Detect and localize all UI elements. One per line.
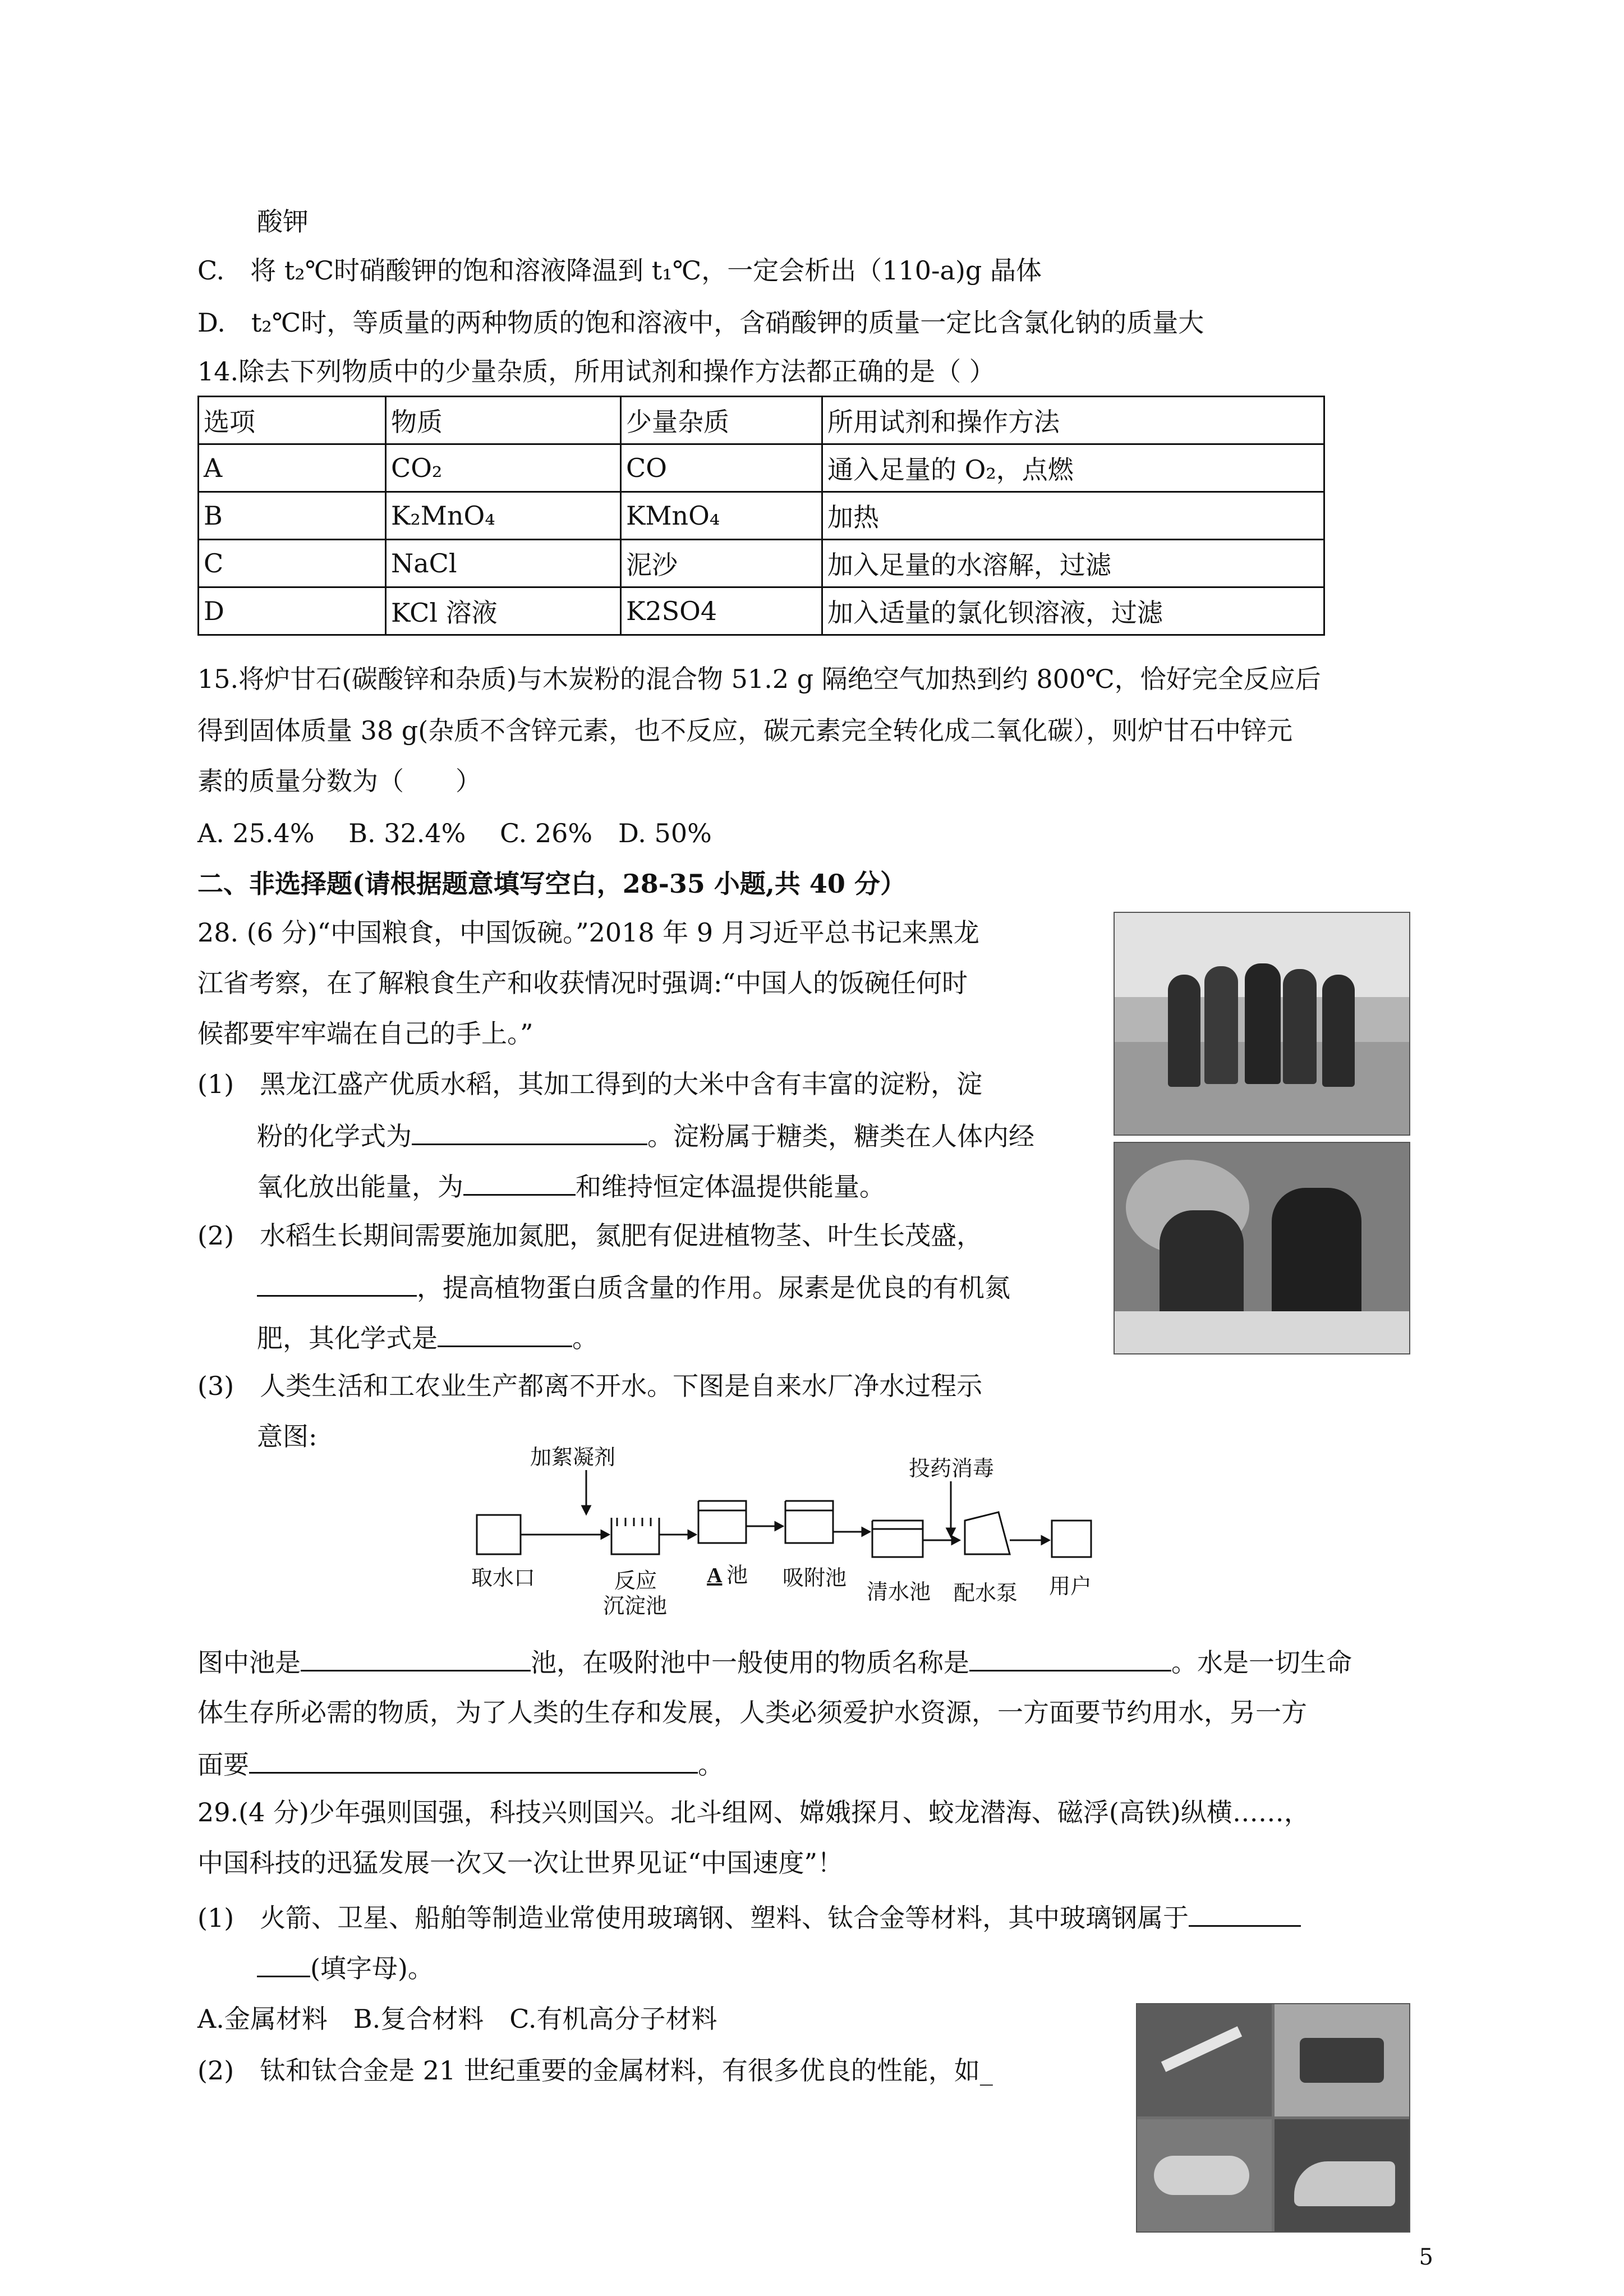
answer-blank[interactable]	[438, 1320, 572, 1347]
text-line	[257, 1950, 434, 1985]
arrow-head	[601, 1531, 609, 1539]
q28-part-2: (2) 水稻生长期间需要施加氮肥，氮肥有促进植物茎、叶生长茂盛，	[197, 1220, 983, 1251]
person-figure	[1168, 975, 1200, 1087]
table-row	[199, 492, 1324, 540]
adsorption-pool	[785, 1501, 833, 1543]
answer-blank[interactable]	[257, 1950, 310, 1977]
table-cell: B	[199, 492, 386, 540]
question-15-options: A. 25.4% B. 32.4% C. 26% D. 50%	[197, 818, 712, 848]
pump-shape	[965, 1512, 1010, 1554]
table-header-cell: 选项	[199, 397, 386, 444]
answer-blank[interactable]	[249, 1746, 698, 1774]
diagram-label: 配水泵	[954, 1582, 1018, 1605]
table-cell: KCl 溶液	[386, 587, 621, 635]
diagram-label: 清水池	[867, 1581, 931, 1604]
diagram-label: 池	[726, 1564, 748, 1587]
text-span: (填字母)。	[310, 1953, 434, 1983]
answer-blank[interactable]	[301, 1644, 531, 1672]
text-span: 池，在吸附池中一般使用的物质名称是	[531, 1647, 969, 1678]
option-d: D. t₂℃时，等质量的两种物质的饱和溶液中，含硝酸钾的质量一定比含氯化钠的质量大	[197, 307, 1204, 338]
diagram-label: 吸附池	[783, 1567, 847, 1590]
person-figure	[1245, 963, 1281, 1084]
diagram-label: 加絮凝剂	[530, 1446, 616, 1470]
arrow-head	[775, 1522, 783, 1530]
text-line	[197, 1644, 1352, 1679]
option-c: C. 将 t₂℃时硝酸钾的饱和溶液降温到 t₁℃，一定会析出（110-a)g 晶体	[197, 255, 1042, 286]
arrow-head	[947, 1528, 955, 1536]
text-span: 氧化放出能量，为	[257, 1172, 463, 1202]
arrow-head	[1042, 1536, 1049, 1544]
diagram-label: 沉淀池	[603, 1595, 668, 1618]
person-figure	[1283, 969, 1317, 1084]
table-row	[199, 540, 1324, 587]
table-cell: K2SO4	[621, 587, 822, 635]
table-cell: KMnO₄	[621, 492, 822, 540]
diagram-label: 投药消毒	[909, 1457, 995, 1481]
text-span: 粉的化学式为	[257, 1121, 412, 1151]
table-cell: K₂MnO₄	[386, 492, 621, 540]
technology-collage	[1136, 2003, 1410, 2233]
question-14-table	[197, 396, 1325, 636]
table-cell: NaCl	[386, 540, 621, 587]
user-box	[1052, 1521, 1091, 1557]
tank-baffles	[617, 1518, 651, 1526]
text-span: 面要	[197, 1749, 249, 1780]
diagram-label: 取水口	[471, 1567, 536, 1590]
question-15: 15.将炉甘石(碳酸锌和杂质)与木炭粉的混合物 51.2 g 隔绝空气加热到约 800℃，恰好完全反应后	[197, 664, 1321, 694]
rover-body	[1300, 2038, 1384, 2083]
table-cell: 加入足量的水溶解，过滤	[822, 540, 1324, 587]
inspection-photo	[1114, 1142, 1410, 1354]
table-cell: 泥沙	[621, 540, 822, 587]
text-span: 。淀粉属于糖类，糖类在人体内经	[647, 1121, 1034, 1151]
text-span: 。	[572, 1323, 598, 1353]
train-body	[1294, 2161, 1395, 2206]
table-cell: 加入适量的氯化钡溶液，过滤	[822, 587, 1324, 635]
text-line	[257, 1168, 885, 1204]
table-surface	[1115, 1311, 1409, 1353]
submarine-body	[1154, 2156, 1249, 2195]
text-span: 肥，其化学式是	[257, 1323, 438, 1353]
table-row	[199, 587, 1324, 635]
table-cell: 通入足量的 O₂，点燃	[822, 444, 1324, 492]
question-29: 29.(4 分)少年强则国强，科技兴则国兴。北斗组网、嫦娥探月、蛟龙潜海、磁浮(高铁)纵横……，	[197, 1797, 1310, 1827]
answer-blank[interactable]	[463, 1168, 576, 1196]
table-cell: A	[199, 444, 386, 492]
page-number: 5	[1419, 2244, 1433, 2270]
q29-part-2: (2) 钛和钛合金是 21 世纪重要的金属材料，有很多优良的性能，如_	[197, 2055, 993, 2086]
person-figure	[1204, 966, 1238, 1084]
clear-water-pool	[872, 1521, 923, 1557]
text-span: ，提高植物蛋白质含量的作用。尿素是优良的有机氮	[417, 1273, 1010, 1303]
intake-box	[477, 1515, 521, 1554]
table-cell: CO	[621, 444, 822, 492]
pool-a	[698, 1501, 746, 1543]
question-28: 28. (6 分)“中国粮食，中国饭碗。”2018 年 9 月习近平总书记来黑龙	[197, 917, 979, 948]
text-line: 中国科技的迅猛发展一次又一次让世界见证“中国速度”！	[197, 1848, 844, 1878]
text-span: (1) 火箭、卫星、船舶等制造业常使用玻璃钢、塑料、钛合金等材料，其中玻璃钢属于	[197, 1903, 1189, 1933]
text-span: 。	[698, 1749, 724, 1780]
text-span: 和维持恒定体温提供能量。	[576, 1172, 885, 1202]
answer-blank[interactable]	[969, 1644, 1171, 1672]
text-line: 体生存所必需的物质，为了人类的生存和发展，人类必须爱护水资源，一方面要节约用水，另一方	[197, 1697, 1307, 1728]
reaction-tank	[611, 1518, 659, 1554]
table-cell: CO₂	[386, 444, 621, 492]
section-heading: 二、非选择题(请根据题意填写空白，28-35 小题,共 40 分）	[197, 869, 906, 899]
table-header-row	[199, 397, 1324, 444]
table-cell: C	[199, 540, 386, 587]
q29-part-1	[197, 1899, 1301, 1935]
answer-blank[interactable]	[257, 1269, 417, 1297]
text-line	[197, 1746, 724, 1781]
answer-blank[interactable]	[1189, 1899, 1301, 1927]
arrow-head	[582, 1506, 590, 1514]
field-photo	[1114, 912, 1410, 1136]
text-line: 江省考察，在了解粮食生产和收获情况时强调:“中国人的饭碗任何时	[197, 968, 968, 998]
table-header-cell: 物质	[386, 397, 621, 444]
table-cell: D	[199, 587, 386, 635]
text-line	[257, 1320, 598, 1355]
answer-blank[interactable]	[412, 1118, 647, 1145]
text-line: 素的质量分数为（ ）	[197, 766, 481, 796]
table-header-cell: 所用试剂和操作方法	[822, 397, 1324, 444]
text-line: 意图:	[257, 1421, 318, 1452]
q28-part-3: (3) 人类生活和工农业生产都离不开水。下图是自来水厂净水过程示	[197, 1371, 983, 1401]
water-treatment-diagram	[471, 1436, 1167, 1622]
table-row	[199, 444, 1324, 492]
text-line	[257, 1118, 1034, 1153]
arrow-head	[688, 1531, 696, 1539]
text-span: 图中池是	[197, 1647, 301, 1678]
satellite-panel	[1137, 2004, 1272, 2116]
table-cell: 加热	[822, 492, 1324, 540]
arrow-head	[862, 1528, 869, 1536]
text-line: 得到固体质量 38 g(杂质不含锌元素，也不反应，碳元素完全转化成二氧化碳），则炉甘石中锌元	[197, 715, 1293, 746]
text-line: 酸钾	[257, 206, 309, 237]
q28-part-1: (1) 黑龙江盛产优质水稻，其加工得到的大米中含有丰富的淀粉，淀	[197, 1069, 983, 1099]
text-span: 。水是一切生命	[1171, 1647, 1352, 1678]
diagram-label: 反应	[614, 1569, 657, 1593]
text-line: 候都要牢牢端在自己的手上。”	[197, 1018, 533, 1049]
question-14: 14.除去下列物质中的少量杂质，所用试剂和操作方法都正确的是（ ）	[197, 356, 995, 387]
diagram-label: 用户	[1049, 1575, 1092, 1599]
arrow-head	[952, 1536, 959, 1544]
person-figure	[1322, 975, 1355, 1087]
diagram-label: A	[707, 1564, 723, 1587]
q29-options: A.金属材料 B.复合材料 C.有机高分子材料	[197, 2004, 717, 2034]
text-line	[257, 1269, 1010, 1305]
table-header-cell: 少量杂质	[621, 397, 822, 444]
